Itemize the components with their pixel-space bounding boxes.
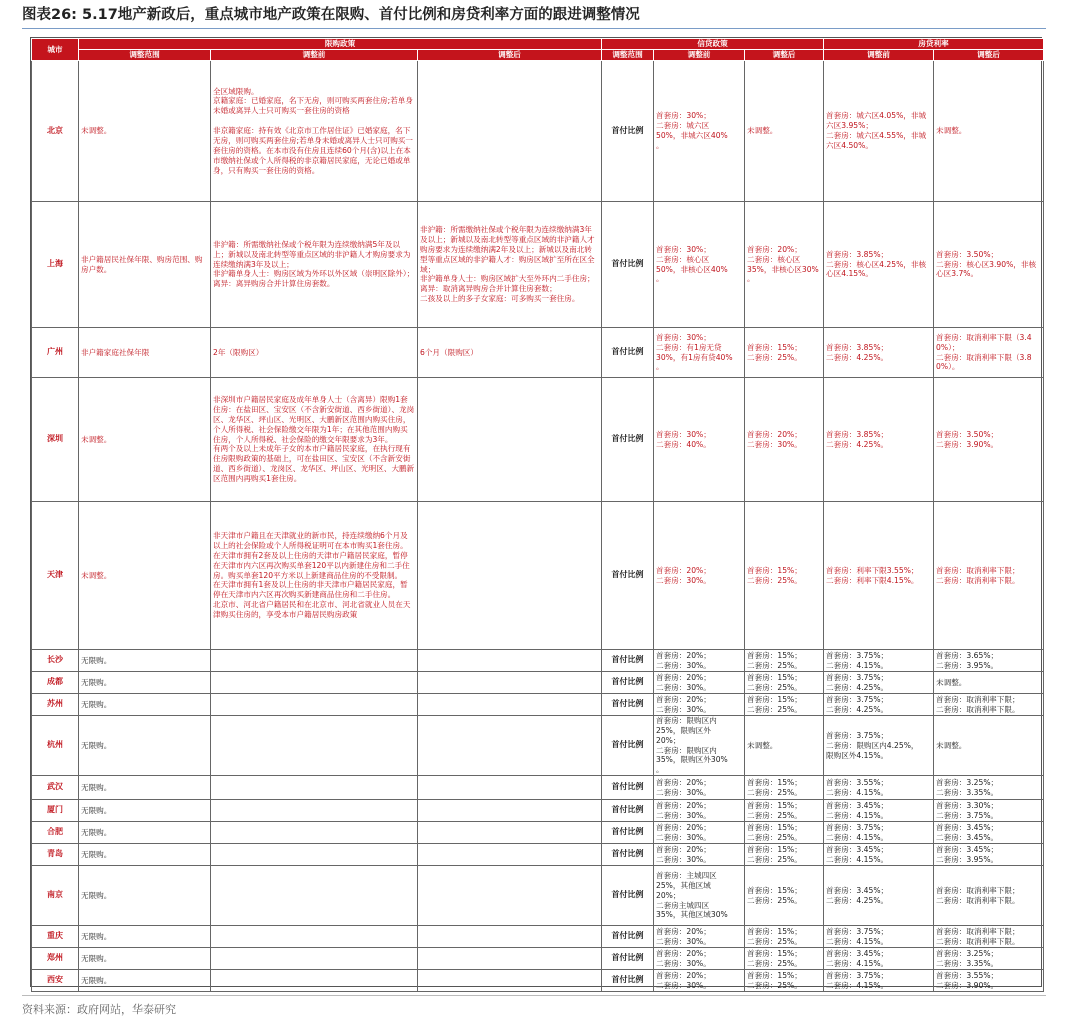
table-cell-credit-scope: 首付比例 xyxy=(602,800,654,822)
table-row xyxy=(32,800,1044,822)
table-cell-limit-scope: 无限购。 xyxy=(79,970,211,992)
table-row xyxy=(32,202,1044,328)
table-cell-credit-before: 首套房：20%； 二套房：30%。 xyxy=(654,926,745,948)
table-cell-rate-after: 未调整。 xyxy=(934,716,1044,776)
table-cell-credit-before: 首套房：限购区内 25%，限购区外 20%； 二套房：限购区内 35%，限购区外30% 。 xyxy=(654,716,745,776)
table-cell-rate-before: 首套房：3.85%； 二套房：4.25%。 xyxy=(824,328,934,378)
table-cell-credit-after: 首套房：15%； 二套房：25%。 xyxy=(745,672,824,694)
table-cell-credit-after: 首套房：15%； 二套房：25%。 xyxy=(745,822,824,844)
table-cell-limit-scope: 未调整。 xyxy=(79,378,211,502)
table-cell-limit-before xyxy=(211,672,418,694)
table-cell-credit-before: 首套房：20%； 二套房：30%。 xyxy=(654,970,745,992)
table-cell-city: 广州 xyxy=(32,328,79,378)
table-cell-credit-scope: 首付比例 xyxy=(602,328,654,378)
table-cell-rate-after: 未调整。 xyxy=(934,61,1044,202)
table-cell-rate-after: 首套房：3.30%； 二套房：3.75%。 xyxy=(934,800,1044,822)
table-cell-credit-before: 首套房：20%； 二套房：30%。 xyxy=(654,672,745,694)
table-row xyxy=(32,61,1044,202)
table-cell-rate-before: 首套房：3.75%； 二套房：4.15%。 xyxy=(824,822,934,844)
table-cell-credit-scope: 首付比例 xyxy=(602,948,654,970)
table-cell-credit-scope: 首付比例 xyxy=(602,202,654,328)
table-cell-credit-before: 首套房：20%； 二套房：30%。 xyxy=(654,502,745,650)
table-cell-limit-before xyxy=(211,844,418,866)
table-cell-credit-after: 首套房：20%； 二套房：30%。 xyxy=(745,378,824,502)
table-cell-limit-before xyxy=(211,800,418,822)
table-cell-limit-scope: 未调整。 xyxy=(79,61,211,202)
header-credit-before: 调整前 xyxy=(654,50,745,61)
table-cell-limit-after xyxy=(418,378,602,502)
table-row xyxy=(32,672,1044,694)
table-cell-city: 青岛 xyxy=(32,844,79,866)
table-cell-rate-after: 首套房：3.45%； 二套房：3.95%。 xyxy=(934,844,1044,866)
table-cell-rate-after: 首套房：3.45%； 二套房：3.45%。 xyxy=(934,822,1044,844)
table-cell-rate-before: 首套房：3.55%； 二套房：4.15%。 xyxy=(824,776,934,800)
title-divider xyxy=(22,28,1046,29)
header-limit-group: 限购政策 xyxy=(79,39,602,50)
header-rate-after: 调整后 xyxy=(934,50,1044,61)
table-cell-rate-after: 首套房：取消利率下限（3.40%）； 二套房：取消利率下限（3.80%）。 xyxy=(934,328,1044,378)
table-row xyxy=(32,378,1044,502)
table-cell-credit-scope: 首付比例 xyxy=(602,926,654,948)
table-cell-limit-scope: 无限购。 xyxy=(79,672,211,694)
table-cell-city: 深圳 xyxy=(32,378,79,502)
table-cell-limit-after xyxy=(418,61,602,202)
table-cell-credit-after: 首套房：15%； 二套房：25%。 xyxy=(745,328,824,378)
table-cell-limit-scope: 无限购。 xyxy=(79,650,211,672)
table-cell-limit-before: 非深圳市户籍居民家庭及成年单身人士（含离异）限购1套住房：在盐田区、宝安区（不含新安街道、西乡街道）、龙岗区、龙华区、坪山区、光明区、大鹏新区范围内购买住房，个人所得税、社会保险缴交年限为1年；在其他范围内购买住房，个人所得税、社会保险的缴交年限要求为3年。 有两个及以上未成年子女的本市户籍居民家庭，在执行现有住房限购政策的基础上，可在盐田区、宝安区（不含新安街道、西乡街道）、龙岗区、龙华区、坪山区、光明区、大鹏新区范围内再购买1套住房。 xyxy=(211,378,418,502)
table-cell-rate-after: 首套房：取消利率下限； 二套房：取消利率下限。 xyxy=(934,694,1044,716)
table-cell-credit-scope: 首付比例 xyxy=(602,378,654,502)
header-limit-before: 调整前 xyxy=(211,50,418,61)
table-cell-credit-after: 首套房：15%； 二套房：25%。 xyxy=(745,776,824,800)
table-cell-city: 厦门 xyxy=(32,800,79,822)
table-cell-credit-scope: 首付比例 xyxy=(602,694,654,716)
table-cell-limit-after xyxy=(418,948,602,970)
table-cell-rate-before: 首套房：3.75%； 二套房：4.15%。 xyxy=(824,926,934,948)
table-cell-limit-before: 全区域限购。 京籍家庭：已婚家庭，名下无房，则可购买两套住房;若单身未婚或离异人士只可购买一套住房的资格 非京籍家庭：持有效《北京市工作居住证》已婚家庭，名下无房，则可购买两套住房;若单身未婚或离异人士只可购买一套住房的资格。在本市没有住房且连续60个月(含)以上在本市缴纳社保或个人所得税的非京籍居民家庭，无论已婚或单身，只有购买一套住房的资格。 xyxy=(211,61,418,202)
table-cell-rate-before: 首套房：3.45%； 二套房：4.15%。 xyxy=(824,800,934,822)
table-cell-credit-before: 首套房：20%； 二套房：30%。 xyxy=(654,844,745,866)
table-cell-credit-after: 首套房：15%； 二套房：25%。 xyxy=(745,948,824,970)
table-cell-limit-scope: 无限购。 xyxy=(79,694,211,716)
table-cell-credit-after: 未调整。 xyxy=(745,716,824,776)
table-cell-limit-scope: 非户籍居民社保年限、购房范围、购房户数。 xyxy=(79,202,211,328)
table-cell-credit-after: 首套房：15%； 二套房：25%。 xyxy=(745,970,824,992)
table-cell-city: 合肥 xyxy=(32,822,79,844)
table-cell-rate-after: 首套房：取消利率下限； 二套房：取消利率下限。 xyxy=(934,866,1044,926)
table-row xyxy=(32,866,1044,926)
header-limit-after: 调整后 xyxy=(418,50,602,61)
table-cell-credit-scope: 首付比例 xyxy=(602,716,654,776)
table-row xyxy=(32,328,1044,378)
table-cell-credit-before: 首套房：30%； 二套房：核心区 50%，非核心区40% 。 xyxy=(654,202,745,328)
header-credit-scope: 调整范围 xyxy=(602,50,654,61)
table-cell-limit-after xyxy=(418,970,602,992)
policy-table-frame xyxy=(30,37,1042,990)
table-cell-rate-after: 未调整。 xyxy=(934,672,1044,694)
table-cell-city: 杭州 xyxy=(32,716,79,776)
table-cell-limit-after: 6个月（限购区） xyxy=(418,328,602,378)
table-cell-credit-before: 首套房：20%； 二套房：30%。 xyxy=(654,948,745,970)
table-cell-credit-scope: 首付比例 xyxy=(602,502,654,650)
source-note: 资料来源：政府网站，华泰研究 xyxy=(22,1003,176,1016)
table-cell-limit-after xyxy=(418,926,602,948)
table-cell-limit-before xyxy=(211,948,418,970)
table-row xyxy=(32,716,1044,776)
table-cell-rate-after: 首套房：3.25%； 二套房：3.35%。 xyxy=(934,776,1044,800)
table-cell-limit-before xyxy=(211,926,418,948)
table-cell-rate-after: 首套房：3.25%； 二套房：3.35%。 xyxy=(934,948,1044,970)
table-row xyxy=(32,844,1044,866)
table-cell-rate-before: 首套房：3.45%； 二套房：4.15%。 xyxy=(824,844,934,866)
table-cell-rate-after: 首套房：3.50%； 二套房：核心区3.90%，非核心区3.7%。 xyxy=(934,202,1044,328)
header-row-sub xyxy=(32,50,1044,61)
table-cell-credit-scope: 首付比例 xyxy=(602,844,654,866)
table-cell-rate-before: 首套房：3.45%； 二套房：4.15%。 xyxy=(824,948,934,970)
table-cell-limit-scope: 无限购。 xyxy=(79,948,211,970)
table-row xyxy=(32,970,1044,992)
header-rate-group: 房贷利率 xyxy=(824,39,1044,50)
header-rate-before: 调整前 xyxy=(824,50,934,61)
table-cell-credit-scope: 首付比例 xyxy=(602,866,654,926)
table-cell-credit-after: 首套房：15%； 二套房：25%。 xyxy=(745,800,824,822)
table-cell-credit-before: 首套房：20%； 二套房：30%。 xyxy=(654,822,745,844)
table-cell-credit-scope: 首付比例 xyxy=(602,650,654,672)
table-row xyxy=(32,948,1044,970)
table-cell-credit-before: 首套房：主城四区 25%，其他区域 20%； 二套房主城四区 35%，其他区域30% xyxy=(654,866,745,926)
table-cell-credit-after: 首套房：15%； 二套房：25%。 xyxy=(745,694,824,716)
table-cell-credit-before: 首套房：30%； 二套房：城六区 50%，非城六区40% 。 xyxy=(654,61,745,202)
table-cell-rate-before: 首套房：3.75%； 二套房：4.15%。 xyxy=(824,970,934,992)
table-cell-limit-before xyxy=(211,866,418,926)
table-cell-city: 天津 xyxy=(32,502,79,650)
table-cell-credit-after: 首套房：20%； 二套房：核心区 35%，非核心区30% 。 xyxy=(745,202,824,328)
table-cell-rate-after: 首套房：取消利率下限； 二套房：取消利率下限。 xyxy=(934,502,1044,650)
table-cell-credit-after: 未调整。 xyxy=(745,61,824,202)
table-cell-city: 苏州 xyxy=(32,694,79,716)
table-cell-limit-scope: 无限购。 xyxy=(79,716,211,776)
table-cell-rate-after: 首套房：3.55%； 二套房：3.90%。 xyxy=(934,970,1044,992)
table-cell-limit-before xyxy=(211,650,418,672)
table-cell-credit-scope: 首付比例 xyxy=(602,970,654,992)
table-cell-rate-before: 首套房：3.85%； 二套房：核心区4.25%，非核心区4.15%。 xyxy=(824,202,934,328)
table-cell-credit-scope: 首付比例 xyxy=(602,776,654,800)
table-cell-credit-after: 首套房：15%； 二套房：25%。 xyxy=(745,502,824,650)
header-credit-after: 调整后 xyxy=(745,50,824,61)
table-cell-limit-scope: 未调整。 xyxy=(79,502,211,650)
table-cell-limit-before xyxy=(211,716,418,776)
table-cell-limit-scope: 无限购。 xyxy=(79,844,211,866)
table-cell-limit-before xyxy=(211,694,418,716)
table-cell-city: 成都 xyxy=(32,672,79,694)
table-cell-limit-after xyxy=(418,800,602,822)
table-cell-rate-after: 首套房：取消利率下限； 二套房：取消利率下限。 xyxy=(934,926,1044,948)
table-row xyxy=(32,694,1044,716)
table-cell-credit-after: 首套房：15%； 二套房：25%。 xyxy=(745,650,824,672)
table-cell-credit-before: 首套房：20%； 二套房：30%。 xyxy=(654,650,745,672)
footer-divider xyxy=(22,995,1046,996)
policy-table xyxy=(31,38,1044,992)
figure-title: 图表26: 5.17地产新政后，重点城市地产政策在限购、首付比例和房贷利率方面的跟进调整情况 xyxy=(22,7,640,23)
table-cell-credit-before: 首套房：30%； 二套房：40%。 xyxy=(654,378,745,502)
table-cell-city: 武汉 xyxy=(32,776,79,800)
table-cell-credit-before: 首套房：20%； 二套房：30%。 xyxy=(654,694,745,716)
table-cell-limit-before xyxy=(211,822,418,844)
table-cell-limit-after xyxy=(418,650,602,672)
table-cell-rate-before: 首套房：利率下限3.55%； 二套房：利率下限4.15%。 xyxy=(824,502,934,650)
table-cell-limit-before: 非沪籍：所需缴纳社保或个税年限为连续缴纳满5年及以上；新城以及南北转型等重点区域的非沪籍人才购房要求为连续缴纳满3年及以上； 非沪籍单身人士：购房区域为外环以外区域（崇明区除外）； 离异：离异购房合并计算住房套数。 xyxy=(211,202,418,328)
table-cell-credit-after: 首套房：15%； 二套房：25%。 xyxy=(745,926,824,948)
table-cell-city: 西安 xyxy=(32,970,79,992)
table-cell-limit-after xyxy=(418,844,602,866)
header-city: 城市 xyxy=(32,39,79,61)
table-cell-credit-before: 首套房：30%； 二套房：有1房无贷 30%，有1房有贷40% 。 xyxy=(654,328,745,378)
table-cell-rate-before: 首套房：3.75%； 二套房：限购区内4.25%， 限购区外4.15%。 xyxy=(824,716,934,776)
table-cell-limit-scope: 无限购。 xyxy=(79,822,211,844)
table-cell-limit-before: 2年（限购区） xyxy=(211,328,418,378)
table-cell-limit-after: 非沪籍：所需缴纳社保或个税年限为连续缴纳满3年及以上；新城以及南北转型等重点区域的非沪籍人才购房要求为连续缴纳满2年及以上；新城以及南北转型等重点区域的非沪籍人才：购房区域扩至所在区全域； 非沪籍单身人士：购房区域扩大至外环内二手住房； 离异：取消离异购房合并计算住房套数； 二孩及以上的多子女家庭：可多购买一套住房。 xyxy=(418,202,602,328)
table-cell-rate-before: 首套房：3.75%； 二套房：4.25%。 xyxy=(824,694,934,716)
table-row xyxy=(32,776,1044,800)
table-cell-credit-before: 首套房：20%； 二套房：30%。 xyxy=(654,776,745,800)
table-cell-city: 郑州 xyxy=(32,948,79,970)
table-cell-rate-after: 首套房：3.50%； 二套房：3.90%。 xyxy=(934,378,1044,502)
table-cell-rate-before: 首套房：3.75%； 二套房：4.25%。 xyxy=(824,672,934,694)
table-row xyxy=(32,926,1044,948)
table-cell-limit-after xyxy=(418,694,602,716)
table-cell-credit-after: 首套房：15%； 二套房：25%。 xyxy=(745,844,824,866)
table-cell-limit-after xyxy=(418,822,602,844)
table-cell-rate-before: 首套房：3.45%； 二套房：4.25%。 xyxy=(824,866,934,926)
header-limit-scope: 调整范围 xyxy=(79,50,211,61)
table-cell-limit-after xyxy=(418,716,602,776)
header-row-group xyxy=(32,39,1044,50)
table-row xyxy=(32,822,1044,844)
table-cell-limit-after xyxy=(418,866,602,926)
table-cell-limit-scope: 无限购。 xyxy=(79,926,211,948)
table-cell-limit-scope: 无限购。 xyxy=(79,800,211,822)
table-cell-credit-after: 首套房：15%； 二套房：25%。 xyxy=(745,866,824,926)
table-row xyxy=(32,502,1044,650)
table-cell-limit-before xyxy=(211,776,418,800)
table-cell-limit-after xyxy=(418,502,602,650)
table-cell-limit-scope: 无限购。 xyxy=(79,776,211,800)
table-cell-rate-before: 首套房：3.75%； 二套房：4.15%。 xyxy=(824,650,934,672)
table-cell-rate-after: 首套房：3.65%； 二套房：3.95%。 xyxy=(934,650,1044,672)
table-cell-city: 北京 xyxy=(32,61,79,202)
table-cell-limit-after xyxy=(418,672,602,694)
table-cell-limit-scope: 非户籍家庭社保年限 xyxy=(79,328,211,378)
table-cell-rate-before: 首套房：3.85%； 二套房：4.25%。 xyxy=(824,378,934,502)
table-cell-credit-scope: 首付比例 xyxy=(602,672,654,694)
table-cell-credit-before: 首套房：20%； 二套房：30%。 xyxy=(654,800,745,822)
table-cell-limit-before: 非天津市户籍且在天津就业的新市民，持连续缴纳6个月及以上的社会保险或个人所得税证明可在本市购买1套住房。 在天津市拥有2套及以上住房的天津市户籍居民家庭，暂停在天津市内六区再次购买单套120平以内新建住房和二手住房。购买单套120平方米以上新建商品住房的不受限制。 在天津市拥有1套及以上住房的非天津市户籍居民家庭，暂停在天津市内六区再次购买新建商品住房和二手住房。 北京市、河北省户籍居民和在北京市、河北省就业人员在天津购买住房的，享受本市户籍居民购房政策 xyxy=(211,502,418,650)
table-cell-credit-scope: 首付比例 xyxy=(602,822,654,844)
table-cell-city: 重庆 xyxy=(32,926,79,948)
table-cell-limit-after xyxy=(418,776,602,800)
table-cell-limit-before xyxy=(211,970,418,992)
table-row xyxy=(32,650,1044,672)
table-cell-credit-scope: 首付比例 xyxy=(602,61,654,202)
table-cell-limit-scope: 无限购。 xyxy=(79,866,211,926)
table-cell-city: 南京 xyxy=(32,866,79,926)
table-cell-city: 上海 xyxy=(32,202,79,328)
table-cell-city: 长沙 xyxy=(32,650,79,672)
table-cell-rate-before: 首套房：城六区4.05%，非城六区3.95%； 二套房：城六区4.55%，非城六区4.50%。 xyxy=(824,61,934,202)
header-credit-group: 信贷政策 xyxy=(602,39,824,50)
